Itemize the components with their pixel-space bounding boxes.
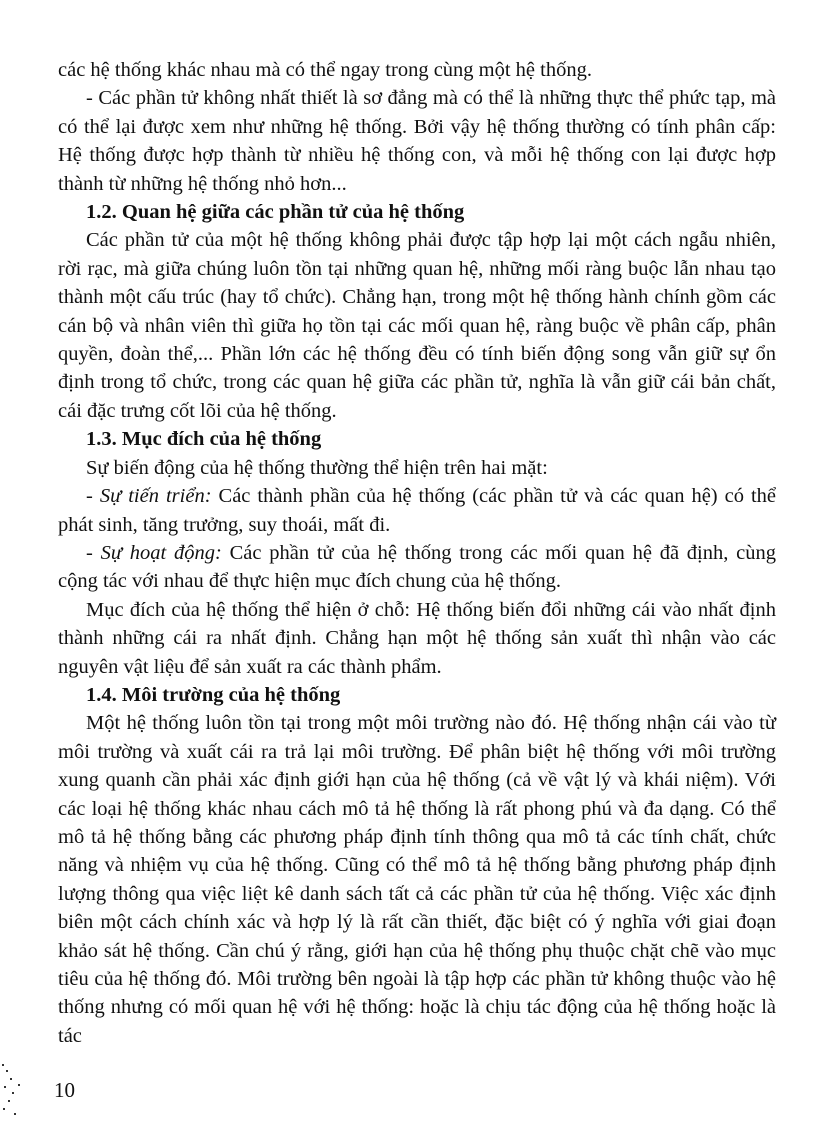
paragraph-purpose: Mục đích của hệ thống thể hiện ở chỗ: Hệ thống biến đổi những cái vào nhất định thành những cái ra nhất định. Chẳng hạn một hệ thống sản xuất thì nhận vào các nguyên vật liệu để sản xuất ra các thành phẩm. xyxy=(58,598,776,678)
term-evolution: - Sự tiến triển: xyxy=(86,485,212,508)
paragraph-elements-complex: - Các phần tử không nhất thiết là sơ đẳng mà có thể là những thực thể phức tạp, mà có thể lại được xem như những hệ thống. Bởi vậy hệ thống thường có tính phân cấp: Hệ thống được hợp thành từ nhiều hệ thống con, và mỗi hệ thống con lại được hợp thành từ những hệ thống nhỏ hơn... xyxy=(58,87,776,195)
scan-artifact xyxy=(0,1058,26,1123)
heading-1-3: 1.3. Mục đích của hệ thống xyxy=(86,428,322,451)
paragraph-evolution xyxy=(58,482,776,539)
term-operation: - Sự hoạt động: xyxy=(86,541,222,564)
paragraph-operation xyxy=(58,539,776,596)
paragraph-environment: Một hệ thống luôn tồn tại trong một môi trường nào đó. Hệ thống nhận cái vào từ môi trường và xuất cái ra trả lại môi trường. Để phân biệt hệ thống với môi trường xung quanh cần phải xác định giới hạn của hệ thống (cả về vật lý và khái niệm). Với các loại hệ thống khác nhau cách mô tả hệ thống là rất phong phú và đa dạng. Có thể mô tả hệ thống bằng các phương pháp định tính thông qua mô tả các tính chất, chức năng và nhiệm vụ của hệ thống. Cũng có thể mô tả hệ thống bằng phương pháp định lượng thông qua việc liệt kê danh sách tất cả các phần tử của hệ thống. Việc xác định biên một cách chính xác và hợp lý là rất cần thiết, đặc biệt có ý nghĩa với giai đoạn khảo sát hệ thống. Cần chú ý rằng, giới hạn của hệ thống phụ thuộc chặt chẽ vào mục tiêu của hệ thống đó. Môi trường bên ngoài là tập hợp các phần tử không thuộc vào hệ thống nhưng có mối quan hệ với hệ thống: hoặc là chịu tác động của hệ thống hoặc là tác xyxy=(58,712,776,1047)
operation-text: Các phần tử của hệ thống trong các mối quan hệ đã định, cùng cộng tác với nhau để thực hiện mục đích chung của hệ thống. xyxy=(58,541,776,593)
paragraph-variation-intro: Sự biến động của hệ thống thường thể hiện trên hai mặt: xyxy=(86,456,548,479)
evolution-text: Các thành phần của hệ thống (các phần tử và các quan hệ) có thể phát sinh, tăng trưởng, suy thoái, mất đi. xyxy=(58,485,776,536)
body-text xyxy=(58,56,776,1050)
heading-1-2: 1.2. Quan hệ giữa các phần tử của hệ thống xyxy=(86,201,465,224)
paragraph-intro-continued: các hệ thống khác nhau mà có thể ngay trong cùng một hệ thống. xyxy=(58,59,592,81)
page-number: 10 xyxy=(54,1078,75,1102)
paragraph-relations: Các phần tử của một hệ thống không phải được tập hợp lại một cách ngẫu nhiên, rời rạc, mà giữa chúng luôn tồn tại những quan hệ, những mối ràng buộc lẫn nhau tạo thành một cấu trúc (hay tổ chức). Chẳng hạn, trong một hệ thống hành chính gồm các cán bộ và nhân viên thì giữa họ tồn tại các mối quan hệ, ràng buộc về phân cấp, phân quyền, đoàn thể,... Phần lớn các hệ thống đều có tính biến động song vẫn giữ sự ổn định trong tổ chức, trong các quan hệ giữa các phần tử, nghĩa là vẫn giữ cái bản chất, cái đặc trưng cốt lõi của hệ thống. xyxy=(58,229,776,422)
heading-1-4: 1.4. Môi trường của hệ thống xyxy=(86,683,341,706)
